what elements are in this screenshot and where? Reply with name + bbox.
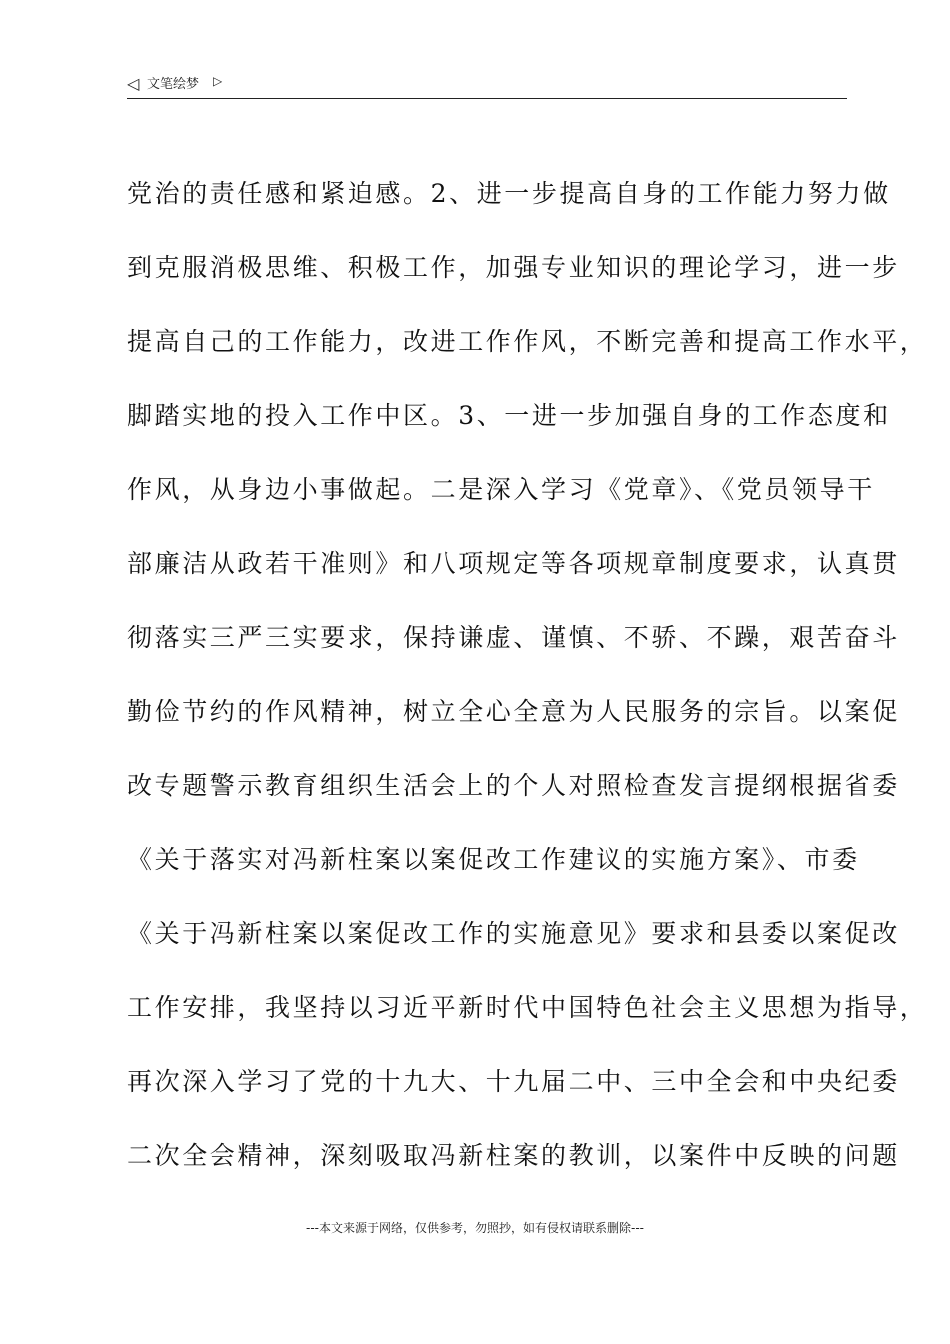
- text-line: 到克服消极思维、积极工作，加强专业知识的理论学习，进一步: [127, 253, 900, 282]
- text-line: 彻落实三严三实要求，保持谦虚、谨慎、不骄、不躁，艰苦奋斗: [127, 623, 900, 652]
- text-line: 《关于落实对冯新柱案以案促改工作建议的实施方案》、市委: [127, 845, 860, 874]
- body-text: [127, 170, 928, 1206]
- text-line: 二次全会精神，深刻吸取冯新柱案的教训，以案件中反映的问题: [127, 1141, 900, 1170]
- text-line: 《关于冯新柱案以案促改工作的实施意见》要求和县委以案促改: [127, 919, 900, 948]
- header-title: 文笔绘梦: [147, 77, 200, 92]
- text-line: 提高自己的工作能力，改进工作作风，不断完善和提高工作水平，: [127, 327, 928, 356]
- triangle-left-icon: ◁: [127, 74, 140, 93]
- text-line: 作风，从身边小事做起。二是深入学习《党章》、《党员领导干: [127, 475, 875, 504]
- triangle-right-icon: ▷: [213, 74, 223, 88]
- text-line: 脚踏实地的投入工作中区。3、一进一步加强自身的工作态度和: [127, 401, 891, 430]
- text-line: 部廉洁从政若干准则》和八项规定等各项规章制度要求，认真贯: [127, 549, 900, 578]
- text-line: 勤俭节约的作风精神，树立全心全意为人民服务的宗旨。以案促: [127, 697, 900, 726]
- text-line: 改专题警示教育组织生活会上的个人对照检查发言提纲根据省委: [127, 771, 900, 800]
- text-line: 工作安排，我坚持以习近平新时代中国特色社会主义思想为指导，: [127, 993, 928, 1022]
- text-line: 党治的责任感和紧迫感。2、进一步提高自身的工作能力努力做: [127, 179, 891, 208]
- footer-disclaimer: ---本文来源于网络，仅供参考，勿照抄，如有侵权请联系删除---: [306, 1221, 644, 1235]
- page-header: [127, 74, 847, 99]
- text-line: 再次深入学习了党的十九大、十九届二中、三中全会和中央纪委: [127, 1067, 900, 1096]
